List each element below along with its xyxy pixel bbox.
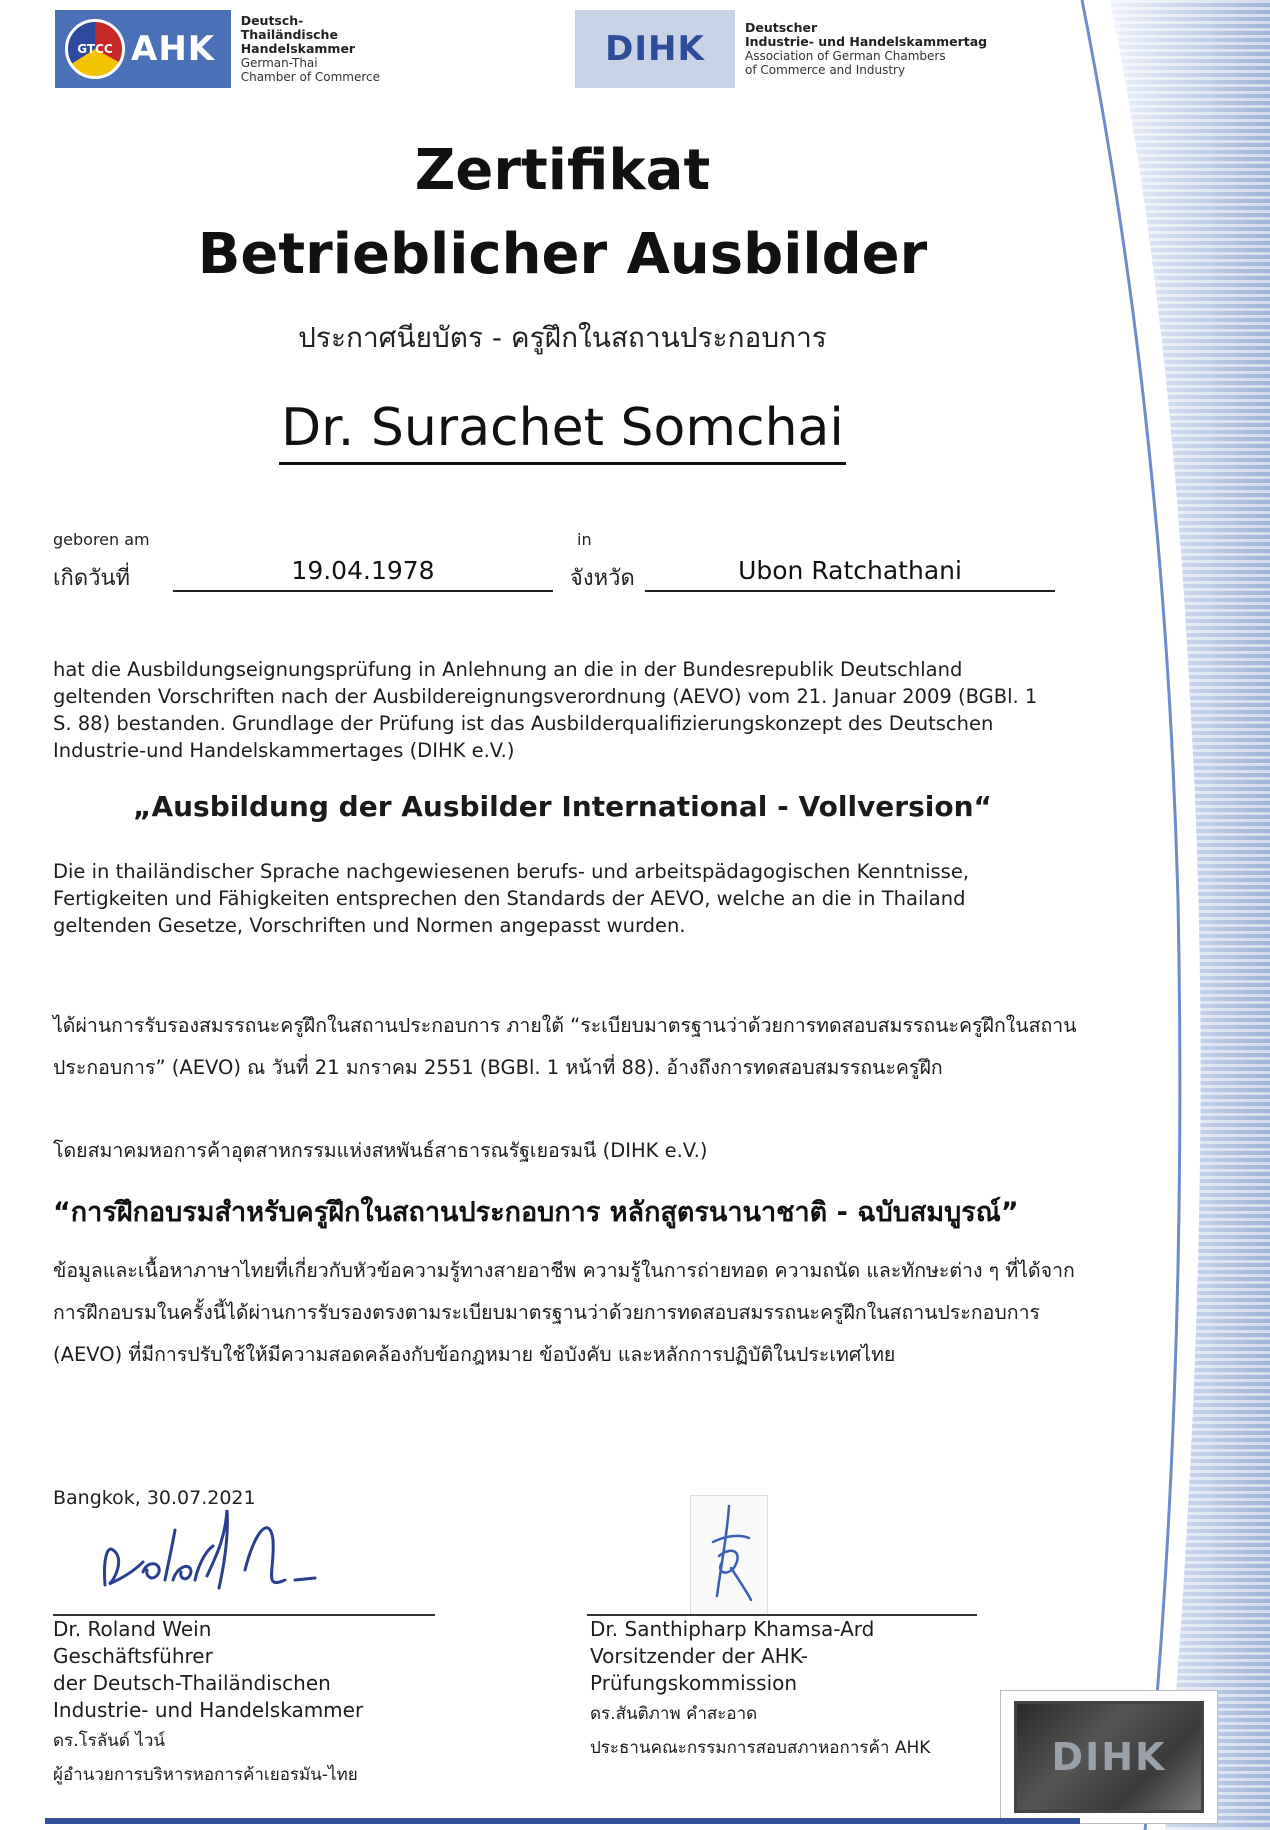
signatory-right bbox=[590, 1616, 930, 1765]
ahk-logo-mark bbox=[55, 10, 231, 88]
ahk-line-2: Handelskammer bbox=[240, 41, 356, 56]
born-label-de: geboren am bbox=[53, 530, 150, 549]
signatory-left-role-thai: ผู้อำนวยการบริหารหอการค้าเยอรมัน-ไทย bbox=[53, 1765, 358, 1785]
dihk-logo-text bbox=[745, 21, 987, 77]
ahk-line-3: German-Thai bbox=[240, 56, 318, 70]
dihk-stamp-text: DIHK bbox=[1051, 1735, 1167, 1779]
dihk-wordmark: DIHK bbox=[605, 29, 705, 69]
signature-roland-wein bbox=[95, 1500, 325, 1610]
certificate-thai-subtitle: ประกาศนียบัตร - ครูฝึกในสถานประกอบการ bbox=[298, 321, 827, 354]
gtcc-emblem-icon: GTCC bbox=[65, 19, 125, 79]
signatory-left-name-thai: ดร.โรลันด์ ไวน์ bbox=[53, 1731, 166, 1751]
signature-santhipharp-box bbox=[690, 1495, 768, 1615]
thai-paragraph-2: ข้อมูลและเนื้อหาภาษาไทยที่เกี่ยวกับหัวข้อความรู้ทางสายอาชีพ ความรู้ในการถ่ายทอด ความถนัด และทักษะต่าง ๆ ที่ได้จากการฝึกอบรมในครั้งนี้ได้ผ่านการรับรองตรงตามระเบียบมาตรฐานว่าด้วยการทดสอบสมรรถนะครูฝึกในสถานประกอบการ (AEVO) ที่มีการปรับใช้ให้มีความสอดคล้องกับข้อกฎหมาย ข้อบังคับ และหลักการปฏิบัติในประเทศไทย bbox=[53, 1259, 1075, 1366]
place-and-date: Bangkok, 30.07.2021 bbox=[53, 1487, 256, 1509]
ahk-line-1: Deutsch-Thailändische bbox=[240, 13, 338, 42]
signatory-right-role-1: Vorsitzender der AHK- bbox=[590, 1644, 808, 1668]
birth-date-field: 19.04.1978 bbox=[173, 556, 553, 592]
recipient-name-text: Dr. Surachet Somchai bbox=[279, 398, 846, 465]
dihk-stamp bbox=[1000, 1690, 1218, 1824]
signatory-right-role-thai: ประธานคณะกรรมการสอบสภาหอการค้า AHK bbox=[590, 1738, 931, 1758]
born-label-th: เกิดวันที่ bbox=[53, 566, 131, 591]
thai-paragraph-1: ได้ผ่านการรับรองสมรรถนะครูฝึกในสถานประกอบการ ภายใต้ “ระเบียบมาตรฐานว่าด้วยการทดสอบสมรรถนะครูฝึกในสถานประกอบการ” (AEVO) ณ วันที่ 21 มกราคม 2551 (BGBl. 1 หน้าที่ 88). อ้างถึงการทดสอบสมรรถนะครูฝึก bbox=[53, 1014, 1077, 1079]
certificate-title: Zertifikat bbox=[414, 138, 711, 203]
ahk-logo-text bbox=[241, 14, 395, 84]
signatory-left-role-2: der Deutsch-Thailändischen bbox=[53, 1671, 331, 1695]
course-title-thai: “การฝึกอบรมสำหรับครูฝึกในสถานประกอบการ หลักสูตรนานาชาติ - ฉบับสมบูรณ์” bbox=[53, 1197, 1019, 1228]
certificate-subtitle: Betrieblicher Ausbilder bbox=[197, 222, 928, 287]
recipient-name bbox=[0, 398, 1125, 458]
signatory-left-name: Dr. Roland Wein bbox=[53, 1617, 212, 1641]
dihk-logo-mark bbox=[575, 10, 735, 88]
in-label-de: in bbox=[577, 530, 592, 549]
birth-place-field: Ubon Ratchathani bbox=[645, 556, 1055, 592]
signature-santhipharp bbox=[691, 1496, 767, 1614]
course-title-german: „Ausbildung der Ausbilder International - Vollversion“ bbox=[133, 790, 992, 823]
signatory-right-name: Dr. Santhipharp Khamsa-Ard bbox=[590, 1617, 875, 1641]
ahk-logo bbox=[55, 10, 395, 88]
german-paragraph-1: hat die Ausbildungseignungsprüfung in Anlehnung an die in der Bundesrepublik Deutschland geltenden Vorschriften nach der Ausbildereignungsverordnung (AEVO) vom 21. Januar 2009 (BGBl. 1 S. 88) bestanden. Grundlage der Prüfung ist das Ausbilderqualifizierungskonzept des Deutschen Industrie-und Handelskammertages (DIHK e.V.) bbox=[53, 658, 1038, 762]
signatory-right-name-thai: ดร.สันติภาพ คำสะอาด bbox=[590, 1704, 758, 1724]
signatory-left bbox=[53, 1616, 363, 1792]
dihk-line-4: of Commerce and Industry bbox=[745, 63, 906, 77]
in-label-th: จังหวัด bbox=[570, 566, 635, 591]
german-paragraph-2: Die in thailändischer Sprache nachgewiesenen berufs- und arbeitspädagogischen Kenntnisse, Fertigkeiten und Fähigkeiten entsprechen den Standards der AEVO, welche an die in Thailand geltenden Gesetze, Vorschriften und Normen angepasst wurden. bbox=[53, 860, 970, 937]
dihk-stamp-icon bbox=[1014, 1701, 1204, 1813]
dihk-line-2: Industrie- und Handelskammertag bbox=[745, 34, 988, 49]
dihk-line-1: Deutscher bbox=[745, 20, 818, 35]
signatory-right-role-2: Prüfungskommission bbox=[590, 1671, 798, 1695]
dihk-logo bbox=[575, 10, 995, 88]
ahk-line-4: Chamber of Commerce bbox=[240, 70, 380, 84]
thai-paragraph-1b: โดยสมาคมหอการค้าอุตสาหกรรมแห่งสหพันธ์สาธารณรัฐเยอรมนี (DIHK e.V.) bbox=[53, 1139, 708, 1162]
signatory-left-role-1: Geschäftsführer bbox=[53, 1644, 213, 1668]
bottom-blue-rule bbox=[45, 1818, 1080, 1824]
dihk-line-3: Association of German Chambers bbox=[745, 49, 946, 63]
signatory-left-role-3: Industrie- und Handelskammer bbox=[53, 1698, 364, 1722]
ahk-wordmark: AHK bbox=[131, 29, 216, 69]
